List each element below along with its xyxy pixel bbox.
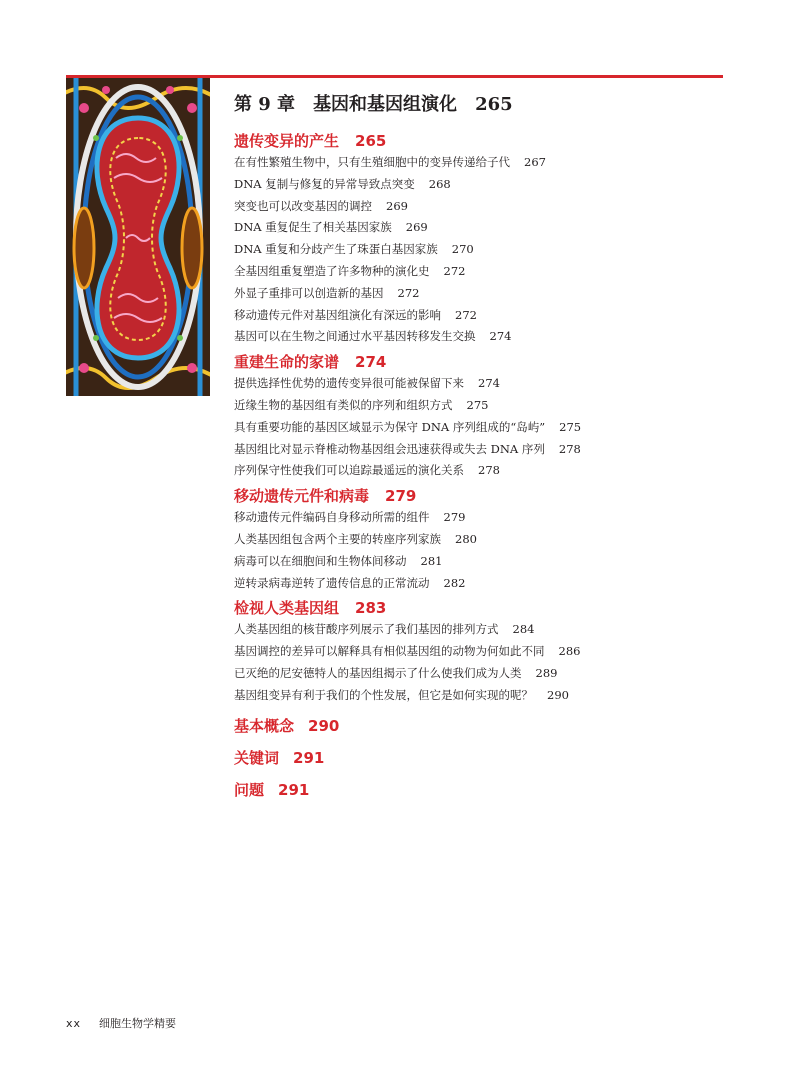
entry-text: 基因组变异有利于我们的个性发展，但它是如何实现的呢？ (234, 687, 533, 702)
running-book-title: 细胞生物学精要 (99, 1017, 177, 1030)
entry-text: 在有性繁殖生物中，只有生殖细胞中的变异传递给子代 (234, 155, 510, 169)
section-title: 移动遗传元件和病毒 (234, 487, 370, 506)
chapter-label: 第 9 章 (234, 94, 296, 115)
section-page: 283 (355, 599, 387, 618)
entry-page: 274 (489, 329, 512, 344)
chapter-title: 基因和基因组演化 (313, 94, 458, 115)
entry-text: 基因调控的差异可以解释具有相似基因组的动物为何如此不同 (234, 644, 545, 659)
toc-entry[interactable] (234, 373, 714, 395)
toc-entry[interactable] (234, 439, 714, 461)
section-page: 265 (355, 132, 387, 150)
toc-entry[interactable] (234, 641, 714, 663)
section-title: 检视人类基因组 (234, 599, 340, 618)
entry-text: 提供选择性优势的遗传变异很可能被保留下来 (234, 376, 464, 391)
entry-page: 269 (386, 198, 408, 213)
section-heading[interactable] (234, 130, 714, 152)
toc-tail-heading[interactable] (234, 710, 714, 742)
toc-entry[interactable] (234, 685, 714, 707)
entry-page: 286 (558, 644, 581, 659)
tail-page: 290 (308, 716, 340, 735)
toc-entry[interactable] (234, 305, 714, 327)
section-title: 遗传变异的产生 (234, 132, 340, 150)
toc-tail-heading[interactable] (234, 774, 714, 806)
page-folio: xx (66, 1017, 82, 1030)
entry-page: 269 (405, 220, 428, 235)
entry-text: 病毒可以在细胞间和生物体间移动 (234, 553, 407, 568)
entry-page: 279 (443, 510, 466, 525)
entry-text: 移动遗传元件对基因组演化有深远的影响 (234, 307, 441, 322)
entry-page: 268 (428, 176, 451, 191)
toc-section (234, 485, 714, 594)
entry-text: DNA 重复和分歧产生了珠蛋白基因家族 (234, 242, 438, 257)
entry-page: 267 (524, 155, 546, 169)
toc-entry[interactable] (234, 551, 714, 573)
entry-text: 外显子重排可以创造新的基因 (234, 285, 384, 300)
entry-page: 290 (547, 687, 569, 702)
tail-page: 291 (293, 748, 325, 767)
toc-entry[interactable] (234, 217, 714, 239)
table-of-contents (234, 90, 714, 806)
toc-entry[interactable] (234, 283, 714, 305)
toc-entry[interactable] (234, 152, 714, 174)
entry-page: 282 (443, 575, 466, 590)
toc-entry[interactable] (234, 529, 714, 551)
entry-page: 275 (559, 419, 582, 434)
entry-text: 人类基因组的核苷酸序列展示了我们基因的排列方式 (234, 622, 499, 637)
chapter-heading (234, 90, 714, 120)
tail-page: 291 (278, 780, 310, 799)
entry-text: 全基因组重复塑造了许多物种的演化史 (234, 263, 430, 278)
entry-text: 近缘生物的基因组有类似的序列和组织方式 (234, 397, 453, 412)
chapter-page: 265 (475, 94, 513, 115)
entry-text: 具有重要功能的基因区域显示为保守 DNA 序列组成的“岛屿” (234, 419, 546, 434)
toc-entry[interactable] (234, 663, 714, 685)
toc-entry[interactable] (234, 460, 714, 482)
entry-text: 人类基因组包含两个主要的转座序列家族 (234, 531, 441, 546)
entry-text: 逆转录病毒逆转了遗传信息的正常流动 (234, 575, 430, 590)
section-title: 重建生命的家谱 (234, 353, 340, 372)
toc-section (234, 597, 714, 706)
entry-page: 274 (478, 376, 500, 391)
section-heading[interactable] (234, 351, 714, 373)
toc-tail-heading[interactable] (234, 742, 714, 774)
section-page: 274 (355, 353, 387, 372)
entry-text: DNA 复制与修复的异常导致点突变 (234, 176, 415, 191)
entry-page: 289 (535, 665, 558, 680)
tail-title: 基本概念 (234, 716, 295, 735)
toc-entry[interactable] (234, 326, 714, 348)
entry-text: 基因组比对显示脊椎动物基因组会迅速获得或失去 DNA 序列 (234, 441, 545, 456)
toc-entry[interactable] (234, 573, 714, 595)
toc-entry[interactable] (234, 261, 714, 283)
page-footer (66, 1015, 176, 1031)
toc-entry[interactable] (234, 417, 714, 439)
toc-entry[interactable] (234, 395, 714, 417)
toc-section (234, 130, 714, 348)
entry-page: 270 (451, 242, 474, 257)
entry-text: DNA 重复促生了相关基因家族 (234, 220, 392, 235)
entry-text: 突变也可以改变基因的调控 (234, 198, 372, 213)
section-page: 279 (385, 487, 417, 506)
entry-text: 移动遗传元件编码自身移动所需的组件 (234, 510, 430, 525)
toc-section (234, 351, 714, 482)
entry-page: 272 (443, 263, 466, 278)
entry-page: 278 (478, 463, 500, 478)
toc-entry[interactable] (234, 619, 714, 641)
section-heading[interactable] (234, 597, 714, 619)
tail-title: 问题 (234, 780, 265, 799)
entry-page: 280 (455, 531, 477, 546)
entry-page: 284 (512, 622, 535, 637)
entry-text: 已灭绝的尼安德特人的基因组揭示了什么使我们成为人类 (234, 665, 522, 680)
section-heading[interactable] (234, 485, 714, 507)
toc-entry[interactable] (234, 174, 714, 196)
entry-page: 272 (455, 307, 477, 322)
entry-page: 275 (466, 397, 489, 412)
toc-entry[interactable] (234, 239, 714, 261)
toc-entry[interactable] (234, 507, 714, 529)
entry-page: 281 (420, 553, 443, 568)
entry-text: 序列保守性使我们可以追踪最遥远的演化关系 (234, 463, 464, 478)
toc-entry[interactable] (234, 196, 714, 218)
entry-text: 基因可以在生物之间通过水平基因转移发生交换 (234, 329, 476, 344)
tail-title: 关键词 (234, 748, 280, 767)
entry-page: 278 (558, 441, 581, 456)
chapter-illustration (66, 78, 210, 396)
entry-page: 272 (397, 285, 420, 300)
